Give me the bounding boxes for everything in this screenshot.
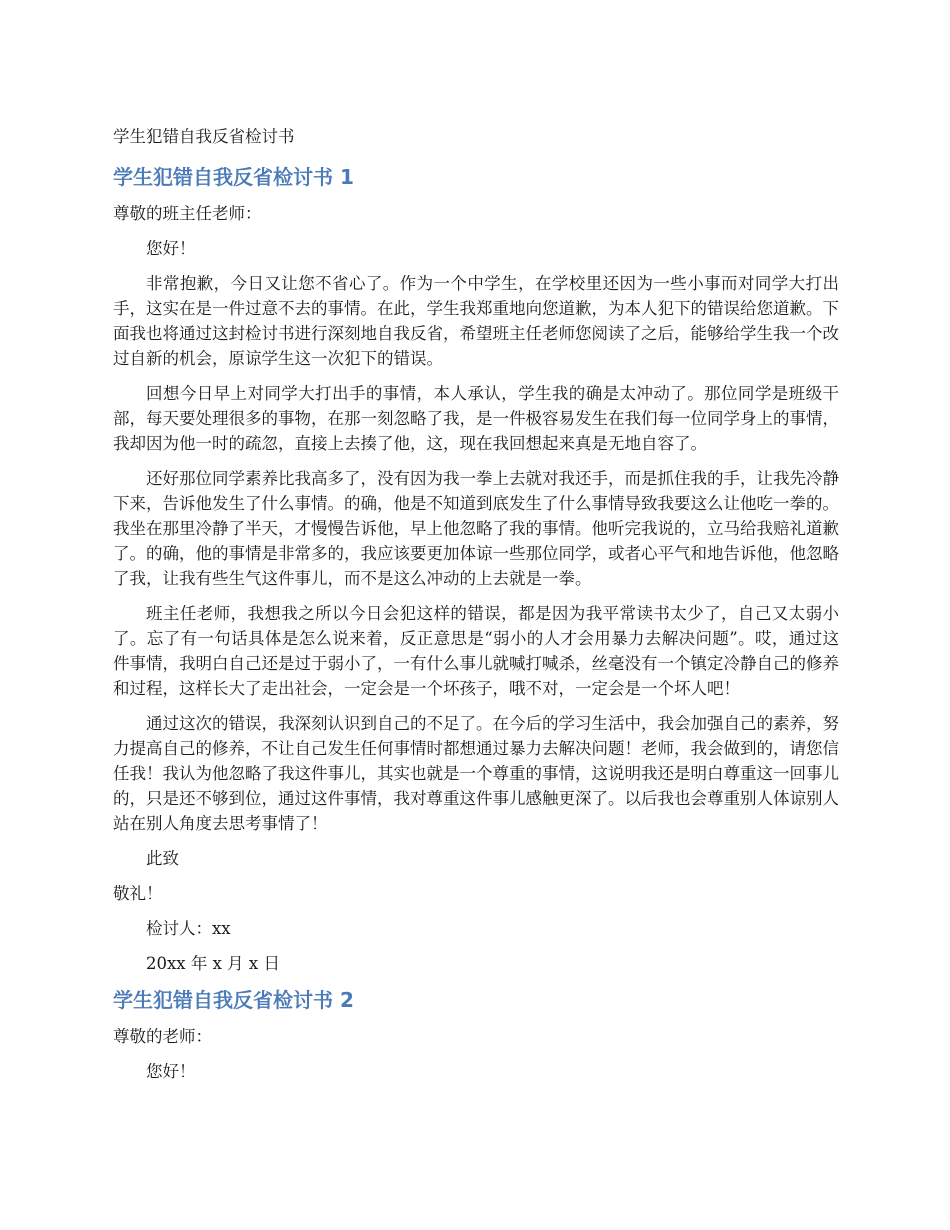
section-heading-1: 学生犯错自我反省检讨书 1 <box>113 165 354 189</box>
document-title: 学生犯错自我反省检讨书 <box>113 127 295 146</box>
paragraph-1-1: 非常抱歉，今日又让您不省心了。作为一个中学生，在学校里还因为一些小事而对同学大打出手，这实在是一件过意不去的事情。在此，学生我郑重地向您道歉，为本人犯下的错误给您道歉。下面我也将通过这封检讨书进行深刻地自我反省，希望班主任老师您阅读了之后，能够给学生我一个改过自新的机会，原谅学生这一次犯下的错误。 <box>113 274 839 368</box>
paragraph-1-5: 通过这次的错误，我深刻认识到自己的不足了。在今后的学习生活中，我会加强自己的素养，努力提高自己的修养，不让自己发生任何事情时都想通过暴力去解决问题！老师，我会做到的，请您信任我！我认为他忽略了我这件事儿，其实也就是一个尊重的事情，这说明我还是明白尊重这一回事儿的，只是还不够到位，通过这件事情，我对尊重这件事儿感触更深了。以后我也会尊重别人体谅别人站在别人角度去思考事情了！ <box>113 714 839 833</box>
section-heading-2: 学生犯错自我反省检讨书 2 <box>113 988 354 1012</box>
salutation-1: 尊敬的班主任老师： <box>113 204 262 223</box>
greeting-1: 您好！ <box>146 239 196 258</box>
salutation-2: 尊敬的老师： <box>113 1027 212 1046</box>
document-body <box>113 124 839 1094</box>
date-1: 20xx 年 x 月 x 日 <box>146 954 280 973</box>
signature-1: 检讨人：xx <box>146 919 231 938</box>
paragraph-1-3: 还好那位同学素养比我高多了，没有因为我一拳上去就对我还手，而是抓住我的手，让我先冷静下来，告诉他发生了什么事情。的确，他是不知道到底发生了什么事情导致我要这么让他吃一拳的。我坐在那里冷静了半天，才慢慢告诉他，早上他忽略了我的事情。他听完我说的，立马给我赔礼道歉了。的确，他的事情是非常多的，我应该要更加体谅一些那位同学，或者心平气和地告诉他，他忽略了我，让我有些生气这件事儿，而不是这么冲动的上去就是一拳。 <box>113 469 839 588</box>
paragraph-1-2: 回想今日早上对同学大打出手的事情，本人承认，学生我的确是太冲动了。那位同学是班级干部，每天要处理很多的事物，在那一刻忽略了我，是一件极容易发生在我们每一位同学身上的事情，我却因为他一时的疏忽，直接上去揍了他，这，现在我回想起来真是无地自容了。 <box>113 384 839 453</box>
paragraph-1-4: 班主任老师，我想我之所以今日会犯这样的错误，都是因为我平常读书太少了，自己又太弱小了。忘了有一句话具体是怎么说来着，反正意思是“弱小的人才会用暴力去解决问题”。哎，通过这件事情，我明白自己还是过于弱小了，一有什么事儿就喊打喊杀，丝毫没有一个镇定冷静自己的修养和过程，这样长大了走出社会，一定会是一个坏孩子，哦不对，一定会是一个坏人吧！ <box>113 604 839 698</box>
greeting-2: 您好！ <box>146 1062 196 1081</box>
closing-1: 此致 <box>146 849 179 868</box>
regards-1: 敬礼！ <box>113 884 163 903</box>
